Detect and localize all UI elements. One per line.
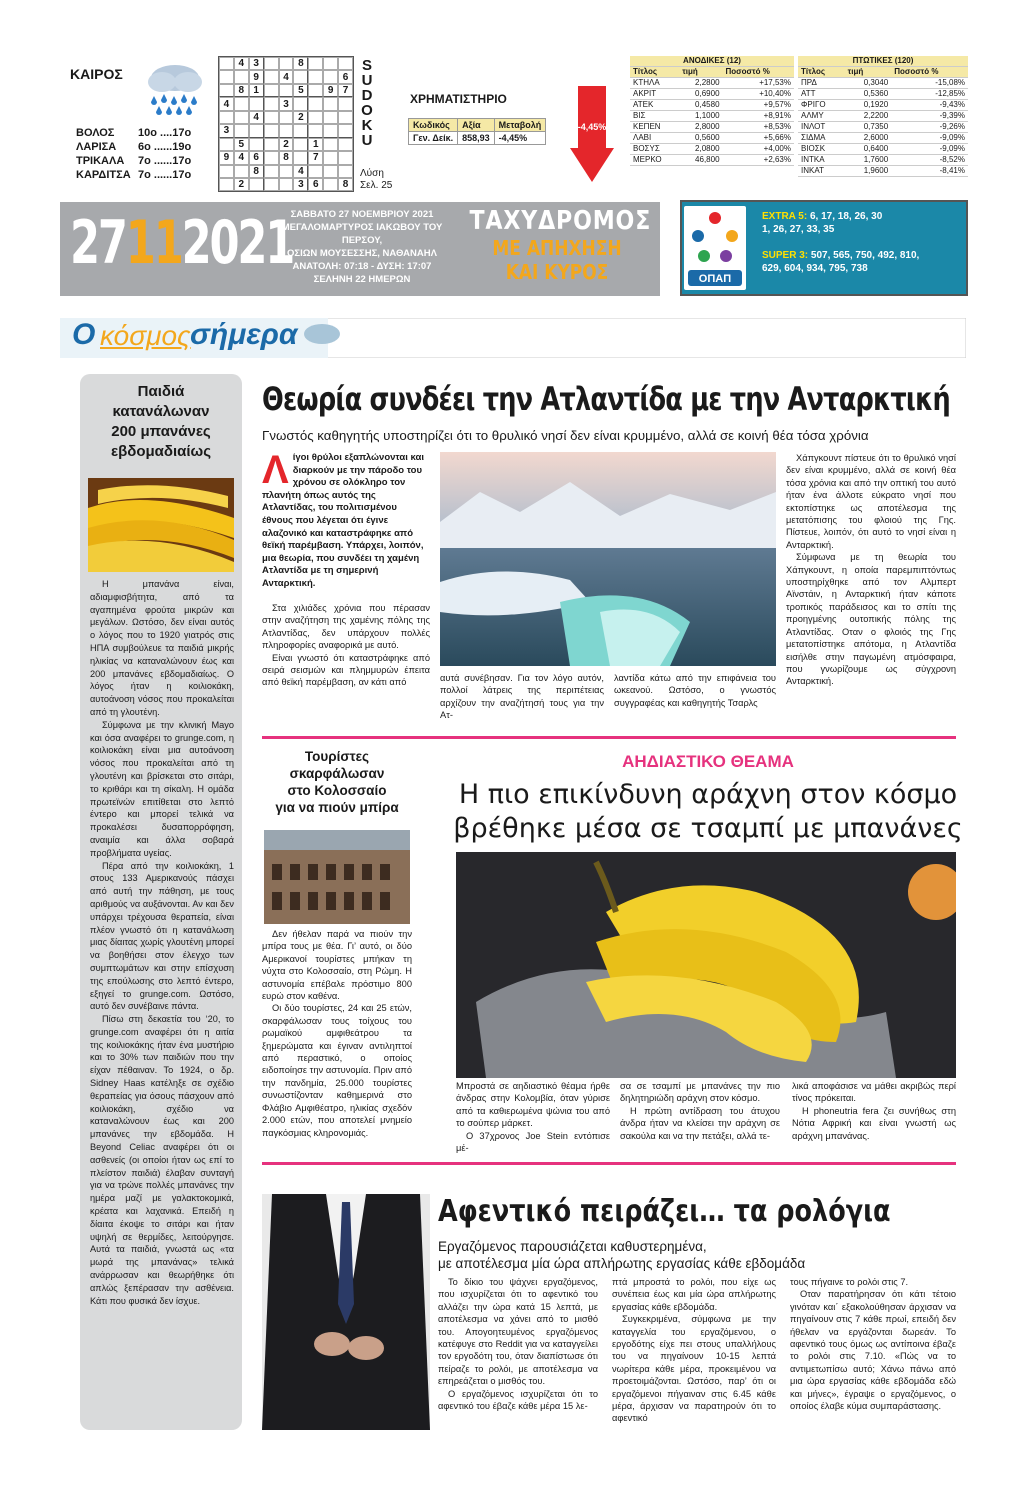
atlantis-col2: αυτά συνέβησαν. Για τον λόγο αυτόν, πολλοί λάτρεις της περιπέτειας αρχίζουν την αναζήτησή τους για την Ατ-	[440, 673, 604, 721]
market-arrow-value: -4,45%	[577, 122, 607, 132]
sudoku-cell	[219, 111, 234, 124]
sudoku-cell	[264, 70, 279, 83]
rain-cloud-icon	[140, 58, 210, 118]
sudoku-cell	[338, 57, 353, 70]
sudoku-cell	[308, 165, 323, 178]
stock-row: ΙΝΤΚΑ 1,7600 -8,52%	[798, 155, 968, 166]
sudoku-cell	[264, 178, 279, 191]
sudoku-cell	[293, 124, 308, 137]
left-article-body: Η μπανάνα είναι, αδιαμφισβήτητα, από τα αγαπημένα φρούτα μικρών και μεγάλων. Ωστόσο, δεν είναι αυτός ο λόγος που το 1920 γιατρός στις ΗΠΑ συμβούλευε τα παιδιά μικρής ηλικίας να καταναλώνουν έως και 200 μπανάνες εβδομαδιαίως. Ο λόγος ήταν η κοιλιοκάκη, αυτοάνοση νόσος που προκαλείται από τη γλουτένη. Σύμφωνα με την κλινική Mayo και όσα αναφέρει το grunge.com, η κοιλιοκάκη είναι μια αυτοάνοση νόσος που προκαλείται από τη γλουτένη και βρίσκεται στο σιτάρι, το κριθάρι και τη σίκαλη. Η ομάδα πρωτεϊνών επιτίθεται στο λεπτό έντερο και μπορεί τελικά να προκαλέσει δυσαπορρόφηση, αναιμία και άλλα σοβαρά προβλήματα υγείας. Πέρα από την κοιλιοκάκη, 1 στους 133 Αμερικανούς πάσχει από αυτή την πάθηση, με τους αριθμούς να αυξάνονται. Αν και δεν υπάρχει τρέχουσα θεραπεία, είναι πλέον γνωστό ότι η κατανάλωση μιας δίαιτας χωρίς γλουτένη μπορεί να βοηθήσει στον έλεγχο των συμπτωμάτων και στην επίσχυση της επούλωσης στο λεπτό έντερο, εξηγεί το grunge.com. Ωστόσο, αυτό δεν συνέβαινε πάντα. Πίσω στη δεκαετία του ‘20, το grunge.com αναφέρει ότι η αιτία της κοιλιοκάκης ήταν ένα μυστήριο και το 30% των παιδιών που την είχαν πέθαιναν. Το 1924, ο δρ. Sidney Haas κατέληξε σε σχέδιο θεραπείας για όσους πάσχουν από κοιλιοκάκη, σχέδιο να καταναλώνουν έως και 200 μπανάνες την εβδομάδα. Η Beyond Celiac αναφέρει ότι οι ασθενείς (οι οποίοι ήταν ως επί το πλείστον παιδιά) έλαβαν συνταγή για να τρώνε πολλές μπανάνες την ημέρα μαζί με γαλακτοκομικά, κρέατα και λαχανικά. Επειδή η δίαιτα έκοψε το σιτάρι και ήταν υψηλή σε θερμίδες, λειτούργησε. Αυτά τα παιδιά, γνωστά ως «τα μωρά της μπανάνας» τελικά ανάρρωσαν και θεωρήθηκε ότι απλώς ξεπέρασαν την ασθένεια. Κάτι που φυσικά δεν ίσχυε.	[90, 579, 234, 1306]
antarctica-image	[440, 452, 776, 666]
sudoku-cell	[338, 97, 353, 110]
sudoku-cell: 6	[338, 70, 353, 83]
sudoku-cell: 8	[293, 57, 308, 70]
stock-row: ΚΤΗΛΑ 2,2800 +17,53%	[630, 78, 794, 89]
sudoku-cell: 6	[249, 151, 264, 164]
atlantis-col3: λαντίδα κάτω από την επιφάνεια του ωκεανού. Ωστόσο, ο γνωστός συγγραφέας και καθηγητής Τσαρλς	[614, 673, 776, 708]
section-title-simera: σήμερα	[190, 318, 298, 351]
sudoku-cell: 4	[219, 97, 234, 110]
atlantis-subtitle: Γνωστός καθηγητής υποστηρίζει ότι το θρυλικό νησί δεν είναι κρυμμένο, αλλά σε κοινή θέα τόσα χρόνια	[262, 428, 869, 443]
sudoku-cell: 4	[234, 151, 249, 164]
opap-logo	[684, 206, 746, 290]
sudoku-cell: 2	[279, 138, 294, 151]
boss-subtitle: Εργαζόμενος παρουσιάζεται καθυστερημένα, με αποτέλεσμα μία ώρα απλήρωτης εργασίας κάθε εβδομάδα	[438, 1239, 806, 1271]
sudoku-cell	[264, 111, 279, 124]
weather-temp: 6ο ......19ο	[138, 141, 192, 153]
sudoku-cell	[279, 165, 294, 178]
sudoku-cell	[249, 124, 264, 137]
stock-row: ΛΑΒΙ 0,5600 +5,66%	[630, 133, 794, 144]
sudoku-cell: 2	[293, 111, 308, 124]
stock-row: ΒΟΣΥΣ 2,0800 +4,00%	[630, 144, 794, 155]
spider-kicker: ΑΗΔΙΑΣΤΙΚΟ ΘΕΑΜΑ	[622, 752, 794, 771]
businessman-image	[262, 1194, 430, 1430]
boss-col3: τους πήγαινε το ρολόι στις 7. Οταν παρατήρησαν ότι κάτι τέτοιο γινόταν και΄ εξακολούθησαν άρχισαν να πηγαίνουν στις 7 κάθε πρωί, επειδή δεν ήθελαν να εργάζονται δωρεάν. Το αφεντικό τους όμως ως αντίποινα έβαζε το ρολόι στις 7.10. «Πώς να το αντιμετωπίσω αυτό; Χάνω πάνω από μια ώρα εργασίας κάθε εβδομάδα εδώ και μήνες», έγραψε ο εργαζόμενος, ο οποίος έλαβε κύμα συμπαράστασης.	[790, 1277, 956, 1412]
bananas-image	[88, 478, 234, 572]
stock-tables	[630, 56, 968, 194]
sudoku-cell	[234, 165, 249, 178]
sudoku-cell	[234, 111, 249, 124]
sudoku-cell: 4	[234, 57, 249, 70]
weather-city: ΛΑΡΙΣΑ	[76, 141, 117, 153]
date-info: ΣΑΒΒΑΤΟ 27 ΝΟΕΜΒΡΙΟΥ 2021 ΜΕΓΑΛΟΜΑΡΤΥΡΟΣ ΙΑΚΩΒΟΥ ΤΟΥ ΠΕΡΣΟΥ, ΟΣΙΩΝ ΜΟΥΣΕΣΣΗΣ, ΝΑΘΑΝΑΗΛ ΑΝΑΤΟΛΗ: 07:18 - ΔΥΣΗ: 17:07 ΣΕΛΗΝΗ 22 ΗΜΕΡΩΝ	[281, 209, 443, 285]
sudoku-cell: 3	[293, 178, 308, 191]
sudoku-cell	[323, 70, 338, 83]
sudoku-cell	[338, 165, 353, 178]
svg-text:ΟΠΑΠ: ΟΠΑΠ	[698, 273, 732, 285]
sudoku-cell	[219, 57, 234, 70]
weather-title: ΚΑΙΡΟΣ	[70, 66, 123, 82]
weather-temp: 10ο ....17ο	[138, 127, 192, 139]
section-title-o: Ο	[72, 318, 96, 351]
colosseum-body: Δεν ήθελαν παρά να πιούν την μπίρα τους με θέα. Γι’ αυτό, οι δύο Αμερικανοί τουρίστες μπήκαν τη νύχτα στο Κολοσσαίο, στη Ρώμη. Η αστυνομία επέβαλε πρόστιμο 800 ευρώ στον καθένα. Οι δύο τουρίστες, 24 και 25 ετών, σκαρφάλωσαν τους τοίχους του ρωμαϊκού αμφιθεάτρου τα ξημερώματα και έγιναν αντιληπτοί από περαστικό, ο οποίος ειδοποίησε την αστυνομία. Πριν από την πανδημία, 25.000 τουρίστες συνωστίζονταν καθημερινά στο Φλάβιο Αμφιθέατρο, ηλικίας σχεδόν 2.000 ετών, που αποτελεί μνημείο παγκόσμιας κληρονομιάς.	[262, 929, 412, 1138]
sudoku-cell	[323, 151, 338, 164]
sudoku-cell: 1	[249, 84, 264, 97]
stock-row: ΙΝΚΑΤ 1,9600 -8,41%	[798, 166, 968, 177]
sudoku-cell	[323, 165, 338, 178]
stock-row: ΑΛΜΥ 2,2200 -9,39%	[798, 111, 968, 122]
sudoku-cell	[264, 138, 279, 151]
weather-city: ΤΡΙΚΑΛΑ	[76, 155, 125, 167]
sudoku-cell: 5	[293, 84, 308, 97]
section-divider	[262, 1162, 956, 1165]
spider-col2: σα σε τσαμπί με μπανάνες την πιο δηλητηριώδη αράχνη στον κόσμο. Η πρώτη αντίδραση του άτυχου άνδρα ήταν να κλείσει την αράχνη σε σακούλα και να την πετάξει, αλλά τε-	[620, 1081, 780, 1141]
sudoku-cell	[308, 57, 323, 70]
sudoku-cell	[264, 57, 279, 70]
sudoku-label: S U D O K U	[361, 57, 373, 149]
sudoku-cell	[323, 57, 338, 70]
sudoku-cell	[234, 124, 249, 137]
sudoku-cell: 1	[308, 138, 323, 151]
sudoku-cell: 6	[308, 178, 323, 191]
market-title: ΧΡΗΜΑΤΙΣΤΗΡΙΟ	[410, 92, 507, 106]
stock-row: ΙΝΛΟΤ 0,7350 -9,26%	[798, 122, 968, 133]
sudoku-cell	[234, 70, 249, 83]
sudoku-cell	[219, 138, 234, 151]
weather-temp: 7ο ......17ο	[138, 155, 192, 167]
section-divider	[262, 736, 956, 739]
sudoku-cell	[338, 124, 353, 137]
sudoku-cell	[219, 84, 234, 97]
stock-row: ΒΙΣ 1,1000 +8,91%	[630, 111, 794, 122]
weather-temp: 7ο ......17ο	[138, 169, 192, 181]
stock-row: ΜΕΡΚΟ 46,800 +2,63%	[630, 155, 794, 166]
date-big: 27112021	[70, 208, 294, 278]
gainers-table: ΑΝΟΔΙΚΕΣ (12) Τίτλος τιμή Ποσοστό % ΚΤΗΛΑ 2,2800 +17,53% ΑΚΡΙΤ 0,6900 +10,40% ΑΤΕΚ 0,4580 +9,57% ΒΙΣ 1,1000 +8,91% ΚΕΠΕΝ 2,8000 +8,53% ΛΑΒΙ 0,5600 +5,66% ΒΟΣΥΣ 2,0800 +4,00% ΜΕΡΚΟ 46,800 +2,63%	[630, 56, 794, 166]
sudoku-cell: 2	[234, 178, 249, 191]
sudoku-cell: 4	[249, 111, 264, 124]
stock-row: ΑΤΤ 0,5360 -12,85%	[798, 89, 968, 100]
sudoku-cell: 9	[249, 70, 264, 83]
sudoku-cell: 3	[279, 97, 294, 110]
stock-row: ΑΚΡΙΤ 0,6900 +10,40%	[630, 89, 794, 100]
stock-row: ΦΡΙΓΟ 0,1920 -9,43%	[798, 100, 968, 111]
sudoku-cell	[264, 165, 279, 178]
sudoku-cell: 3	[249, 57, 264, 70]
sudoku-cell: 3	[219, 124, 234, 137]
atlantis-title: Θεωρία συνδέει την Ατλαντίδα με την Ανταρκτική	[262, 380, 950, 418]
stock-row: ΠΡΔ 0,3040 -15,08%	[798, 78, 968, 89]
sudoku-cell: 5	[234, 138, 249, 151]
sudoku-cell	[219, 165, 234, 178]
colosseum-image	[264, 830, 410, 924]
sudoku-cell: 8	[234, 84, 249, 97]
sudoku-cell: 9	[323, 84, 338, 97]
sudoku-cell	[308, 84, 323, 97]
sudoku-cell	[338, 151, 353, 164]
sudoku-grid	[218, 56, 354, 192]
sudoku-cell	[308, 70, 323, 83]
sudoku-cell	[323, 138, 338, 151]
sudoku-cell	[323, 97, 338, 110]
sudoku-cell	[279, 111, 294, 124]
sudoku-cell	[264, 84, 279, 97]
sudoku-cell	[279, 124, 294, 137]
sudoku-cell	[323, 124, 338, 137]
sudoku-cell	[279, 178, 294, 191]
sudoku-cell	[308, 124, 323, 137]
sudoku-cell	[249, 138, 264, 151]
sudoku-cell	[308, 111, 323, 124]
sudoku-cell: 4	[279, 70, 294, 83]
boss-title: Αφεντικό πειράζει… τα ρολόγια	[438, 1194, 891, 1229]
sudoku-cell	[279, 57, 294, 70]
sudoku-cell	[293, 138, 308, 151]
market-index-table: Κωδικός Αξία Μεταβολή Γεν. Δείκ. 858,93 -4,45%	[408, 118, 546, 145]
left-article-title: Παιδιά κατανάλωναν 200 μπανάνες εβδομαδιαίως	[110, 383, 212, 460]
sudoku-cell	[293, 151, 308, 164]
sudoku-cell: 8	[279, 151, 294, 164]
sudoku-cell	[234, 97, 249, 110]
sudoku-cell	[338, 138, 353, 151]
sudoku-solution-ref: Λύση Σελ. 25	[360, 168, 393, 191]
sudoku-cell	[293, 97, 308, 110]
sudoku-cell: 8	[249, 165, 264, 178]
atlantis-col4: Χάπγκουντ πίστευε ότι το θρυλικό νησί δεν είναι κρυμμένο, αλλά σε κοινή θέα τόσα χρόνια και από την οπτική του αυτό ήταν ένα άλλοτε εύκρατο νησί που εκτοπίστηκε ως αποτέλεσμα της μετατόπισης του φλοιού της Γης. Πίστευε, λοιπόν, ότι αυτό το νησί είναι η Ανταρκτική. Σύμφωνα με τη θεωρία του Χάπγκουντ, η οποία παρεμπιπτόντως υποστηρίχθηκε από τον Αλμπερτ Αϊνστάιν, η Ανταρκτική ήταν κάποτε τροπικός παράδεισος και το σπίτι της προηγμένης ουτοπικής πόλης της Ατλαντίδας. Οταν ο φλοιός της Γης μετατοπίστηκε απότομα, η Ατλαντίδα εισήλθε στην παγωμένη ατμόσφαιρα, που γνωρίζουμε ως σύγχρονη Ανταρκτική.	[786, 453, 956, 687]
boss-col2: πτά μπροστά το ρολόι, που είχε ως συνέπεια έως και μία ώρα απλήρωτης εργασίας κάθε εβδομάδα. Συγκεκριμένα, σύμφωνα με την καταγγελία του εργαζόμενου, ο εργοδότης είχε πει στους υπαλλήλους του να πηγαίνουν 10-15 λεπτά νωρίτερα κάθε μέρα, προκειμένου να προετοιμάζονται. Ωστόσο, παρ’ ότι οι εργαζόμενοι πήγαιναν στις 6.45 κάθε μέρα, άρχισαν να παρατηρούν ότι το αφεντικό	[612, 1277, 776, 1424]
spider-title: Η πιο επικίνδυνη αράχνη στον κόσμο βρέθηκε μέσα σε τσαμπί με μπανάνες	[453, 779, 963, 844]
sudoku-cell: 8	[338, 178, 353, 191]
stock-row: ΑΤΕΚ 0,4580 +9,57%	[630, 100, 794, 111]
colosseum-title: Τουρίστες σκαρφάλωσαν στο Κολοσσαίο για να πιούν μπίρα	[275, 749, 399, 815]
banana-bunch-image	[456, 852, 956, 1078]
sudoku-cell	[219, 178, 234, 191]
stock-row: ΒΙΟΣΚ 0,6400 -9,09%	[798, 144, 968, 155]
stock-row: ΚΕΠΕΝ 2,8000 +8,53%	[630, 122, 794, 133]
sudoku-cell	[264, 151, 279, 164]
paper-masthead: ΤΑΧΥΔΡΟΜΟΣ ΜΕ ΑΠΗΧΗΣΗ ΚΑΙ ΚΥΡΟΣ	[469, 206, 652, 284]
atlantis-col1: Στα χιλιάδες χρόνια που πέρασαν στην αναζήτηση της χαμένης πόλης της Ατλαντίδας, δεν υπάρχουν πολλές πληροφορίες αναφορικά με αυτό. Είναι γνωστό ότι καταστράφηκε από σειρά σεισμών και πλημμυρών έπειτα από θεϊκή παρέμβαση, αν κάτι από	[262, 603, 430, 688]
sudoku-cell: 4	[293, 165, 308, 178]
sudoku-cell	[249, 178, 264, 191]
sudoku-cell	[219, 70, 234, 83]
market-down-arrow-icon	[570, 86, 614, 182]
sudoku-cell	[323, 178, 338, 191]
spider-col3: λικά αποφάσισε να μάθει ακριβώς περί τίνος πρόκειται. Η phoneutria fera ζει συνήθως στη Νότια Αφρική και είναι γνωστή ως αράχνη μπανάνας.	[792, 1081, 956, 1141]
weather-city: ΚΑΡΔΙΤΣΑ	[76, 169, 131, 181]
sudoku-cell	[279, 84, 294, 97]
weather-city: ΒΟΛΟΣ	[76, 127, 115, 139]
stock-row: ΣΙΔΜΑ 2,6000 -9,09%	[798, 133, 968, 144]
sudoku-cell: 9	[219, 151, 234, 164]
spider-col1: Μπροστά σε αηδιαστικό θέαμα ήρθε άνδρας στην Κολομβία, όταν γύρισε από τα καθιερωμένα ψώνια του από το σούπερ μάρκετ. Ο 37χρονος Joe Stein εντόπισε μέ-	[456, 1081, 610, 1154]
sudoku-cell	[293, 70, 308, 83]
sudoku-cell: 7	[338, 84, 353, 97]
sudoku-cell	[264, 124, 279, 137]
sudoku-cell	[338, 111, 353, 124]
sudoku-cell	[323, 111, 338, 124]
opap-numbers: EXTRA 5: 6, 17, 18, 26, 30 1, 26, 27, 33, 35 SUPER 3: 507, 565, 750, 492, 810, 629, 604, 934, 795, 738	[762, 211, 920, 274]
losers-table: ΠΤΩΤΙΚΕΣ (120) Τίτλος τιμή Ποσοστό % ΠΡΔ 0,3040 -15,08% ΑΤΤ 0,5360 -12,85% ΦΡΙΓΟ 0,1920 -9,43% ΑΛΜΥ 2,2200 -9,39% ΙΝΛΟΤ 0,7350 -9,26% ΣΙΔΜΑ 2,6000 -9,09% ΒΙΟΣΚ 0,6400 -9,09% ΙΝΤΚΑ 1,7600 -8,52% ΙΝΚΑΤ 1,9600 -8,41%	[798, 56, 968, 177]
atlantis-lead: Λίγοι θρύλοι εξαπλώνονται και διαρκούν με την πάροδο του χρόνου σε ολόκληρο τον πλανήτη όπως αυτός της Ατλαντίδας, του πολιτισμένου έθνους που λέγεται ότι έγινε αλαζονικό και καταστράφηκε από θεϊκή παρέμβαση. Υπάρχει, λοιπόν, μια θεωρία, που συνδέει τη χαμένη Ατλαντίδα με τη σημερινή Ανταρκτική.	[262, 448, 424, 589]
sudoku-cell	[308, 97, 323, 110]
sudoku-cell	[249, 97, 264, 110]
sudoku-cell	[264, 97, 279, 110]
boss-col1: Το δίκιο του ψάχνει εργαζόμενος, που ισχυρίζεται ότι το αφεντικό του αλλάζει την ώρα κατά 15 λεπτά, με αποτέλεσμα να χάνει από το μισθό του. Απογοητευμένος εργαζόμενος κατέφυγε στο Reddit για να καταγγείλει τον εργοδότη του, όταν διαπίστωσε ότι πείραζε το ρολόι, με αποτέλεσμα να επηρεάζεται ο μισθός του. Ο εργαζόμενος ισχυρίζεται ότι το αφεντικό του έβαζε κάθε μέρα 15 λε-	[438, 1277, 598, 1412]
section-title-kosmos: κόσμος	[100, 320, 191, 351]
sudoku-cell: 7	[308, 151, 323, 164]
